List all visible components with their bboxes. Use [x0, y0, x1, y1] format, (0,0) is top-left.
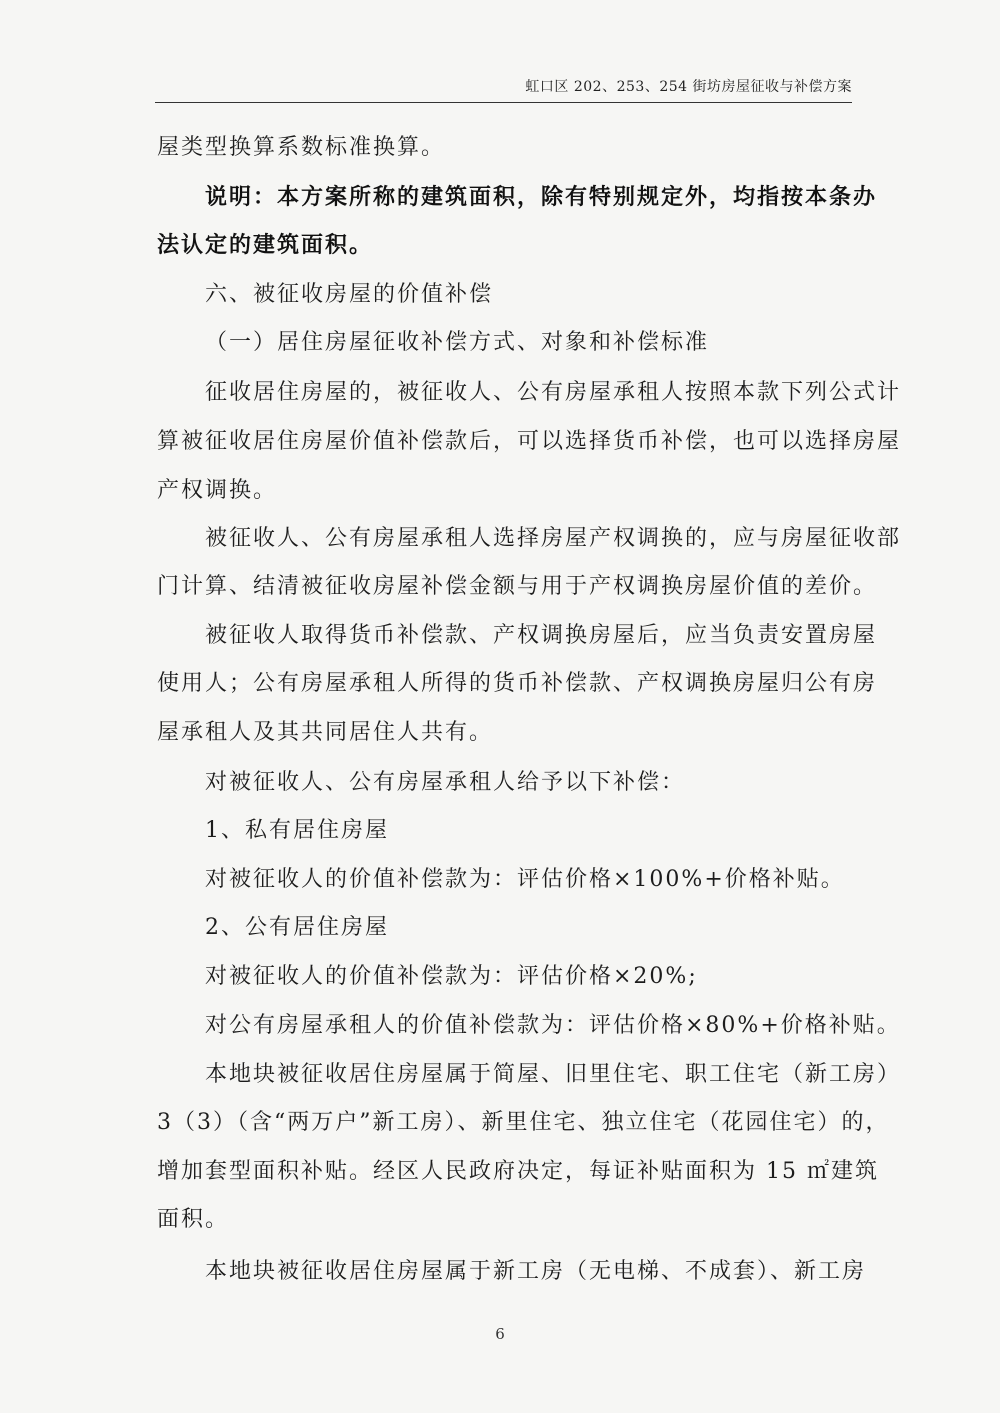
text-line: 增加套型面积补贴。经区人民政府决定，每证补贴面积为 15 ㎡建筑	[157, 1159, 879, 1184]
text-line: 算被征收居住房屋价值补偿款后，可以选择货币补偿，也可以选择房屋	[157, 429, 902, 454]
text-line: 产权调换。	[157, 478, 278, 503]
formula-line: 对被征收人的价值补偿款为：评估价格×100%+价格补贴。	[205, 867, 845, 892]
text-line: 征收居住房屋的，被征收人、公有房屋承租人按照本款下列公式计	[205, 380, 902, 405]
section-heading: 六、被征收房屋的价值补偿	[205, 282, 494, 307]
item-heading: 1、私有居住房屋	[205, 818, 389, 843]
text-line: 对被征收人、公有房屋承租人给予以下补偿：	[205, 770, 686, 795]
text-line: 本地块被征收居住房屋属于新工房（无电梯、不成套）、新工房	[205, 1259, 867, 1284]
text-line: 被征收人、公有房屋承租人选择房屋产权调换的，应与房屋征收部	[205, 526, 902, 551]
text-line: 屋类型换算系数标准换算。	[157, 135, 446, 160]
text-line: 法认定的建筑面积。	[157, 233, 374, 258]
text-line: 被征收人取得货币补偿款、产权调换房屋后，应当负责安置房屋	[205, 623, 878, 648]
text-line: 门计算、结清被征收房屋补偿金额与用于产权调换房屋价值的差价。	[157, 574, 878, 599]
formula-line: 对被征收人的价值补偿款为：评估价格×20%;	[205, 964, 698, 989]
item-heading: 2、公有居住房屋	[205, 915, 389, 940]
text-line: 本地块被征收居住房屋属于简屋、旧里住宅、职工住宅（新工房）	[205, 1062, 902, 1087]
subsection-heading: （一）居住房屋征收补偿方式、对象和补偿标准	[205, 330, 710, 355]
page-number: 6	[495, 1325, 505, 1343]
text-line: 面积。	[157, 1207, 230, 1232]
text-line: 3（3）（含“两万户”新工房）、新里住宅、独立住宅（花园住宅）的，	[157, 1110, 890, 1135]
formula-line: 对公有房屋承租人的价值补偿款为：评估价格×80%+价格补贴。	[205, 1013, 901, 1038]
text-line: 屋承租人及其共同居住人共有。	[157, 720, 494, 745]
running-header: 虹口区 202、253、254 街坊房屋征收与补偿方案	[155, 72, 852, 103]
text-line: 说明：本方案所称的建筑面积，除有特别规定外，均指按本条办	[205, 185, 878, 210]
text-line: 使用人；公有房屋承租人所得的货币补偿款、产权调换房屋归公有房	[157, 671, 878, 696]
